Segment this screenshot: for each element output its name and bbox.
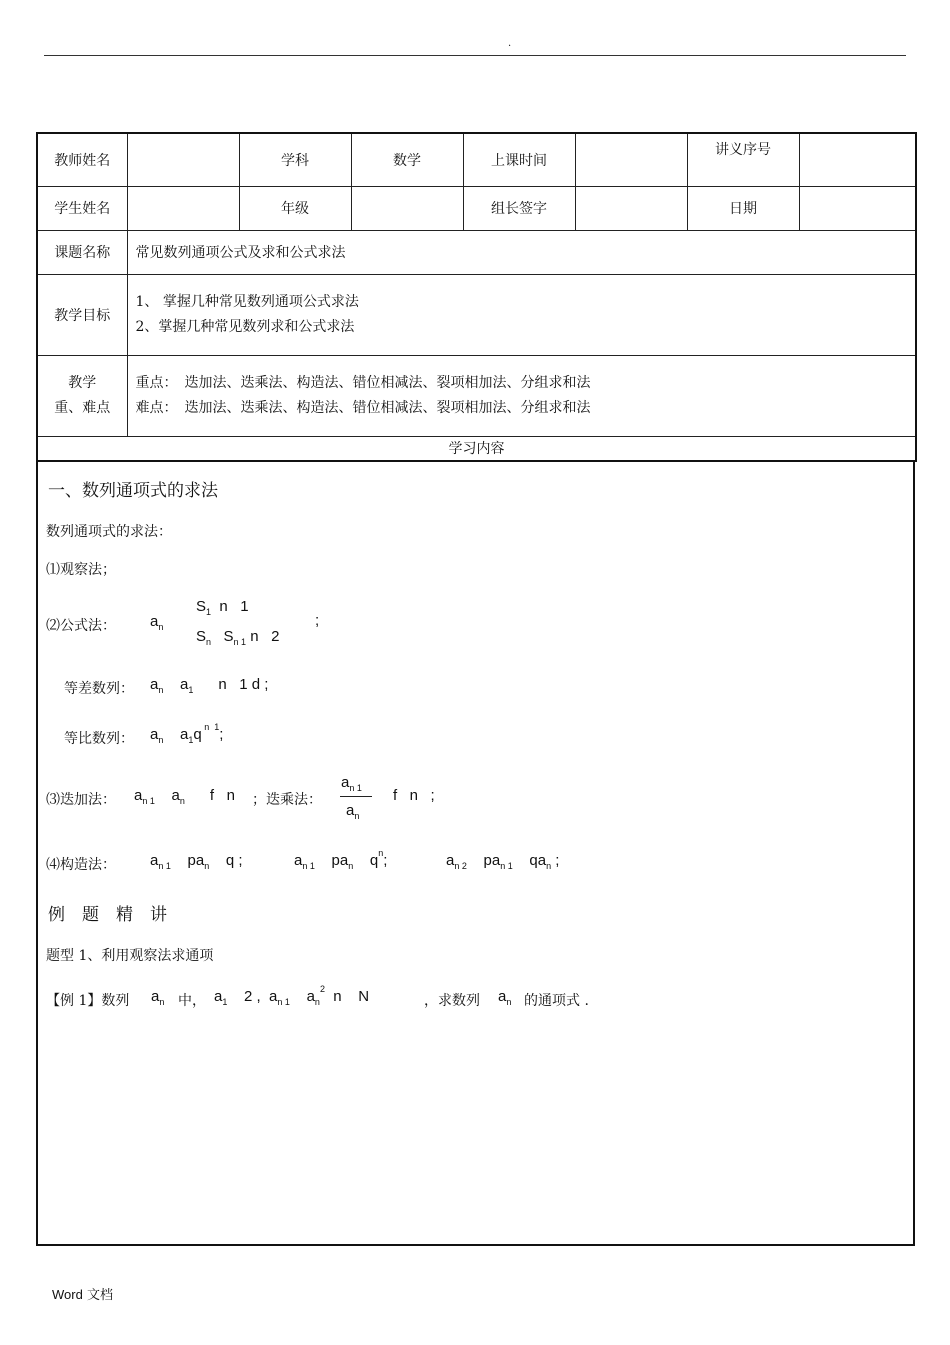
section-title: 一、数列通项式的求法 — [48, 481, 218, 501]
content-header-row — [37, 436, 916, 461]
method-formula-label: ⑵公式法： — [46, 618, 116, 634]
footer-label: 文档 — [86, 1288, 113, 1303]
goal-item: 2、掌握几种常见数列求和公式求法 — [135, 318, 355, 335]
method-construct-label: ⑷构造法： — [46, 857, 116, 873]
example1-end: 的通项式 . — [524, 993, 589, 1009]
info-row-1 — [37, 133, 916, 186]
info-row-2 — [37, 186, 916, 230]
key-point: 重点： 迭加法、迭乘法、构造法、错位相减法、裂项相加法、分组求和法 — [135, 374, 591, 391]
method-observation: ⑴观察法； — [46, 562, 116, 578]
type1-title: 题型 1、利用观察法求通项 — [46, 948, 214, 964]
goals-row — [37, 274, 916, 355]
topic-value: 常见数列通项公式及求和公式求法 — [127, 230, 916, 274]
construct-formula-1: $a_{n 1}$ $pa_n$ q ; — [150, 852, 243, 871]
header-rule — [44, 55, 906, 56]
goal-item: 1、 掌握几种常见数列通项公式求法 — [135, 293, 359, 310]
class-time-label: 上课时间 — [463, 133, 575, 186]
goals-label: 教学目标 — [37, 274, 127, 355]
leader-sign-value — [575, 186, 687, 230]
example1-prefix: 【例 1】数列 — [46, 993, 130, 1009]
example1-seq: $a_n$ — [151, 988, 165, 1007]
subject-label: 学科 — [239, 133, 351, 186]
example1-seq-2: $a_n$ — [498, 988, 512, 1007]
iterate-mult-rhs: f n ; — [393, 787, 435, 804]
difficult-point: 难点： 迭加法、迭乘法、构造法、错位相减法、裂项相加法、分组求和法 — [135, 399, 591, 416]
subject-value: 数学 — [351, 133, 463, 186]
method-iterate-add-label: ⑶迭加法： — [46, 792, 116, 808]
fraction-denominator: $a_n$ — [346, 802, 360, 821]
formula-piece-2: $S_n$ $S_{n 1}$ n 2 — [196, 628, 280, 647]
class-time-value — [575, 133, 687, 186]
date-label: 日期 — [687, 186, 799, 230]
topic-row — [37, 230, 916, 274]
lesson-info-table — [36, 132, 917, 462]
header-mark: . — [508, 38, 512, 49]
construct-formula-3: $a_{n 2}$ $pa_{n 1}$ $qa_n$ ; — [446, 852, 560, 871]
learning-content — [36, 462, 915, 1246]
key-label-line-1: 教学 — [68, 374, 97, 391]
key-points-list — [127, 355, 916, 436]
footer-brand: Word — [52, 1287, 83, 1302]
examples-title: 例 题 精 讲 — [48, 905, 167, 925]
arithmetic-label: 等差数列： — [64, 681, 134, 697]
fraction-bar — [340, 796, 372, 797]
example1-suffix: ，求数列 — [424, 993, 480, 1009]
intro-text: 数列通项式的求法： — [46, 524, 172, 540]
fraction-numerator: $a_{n 1}$ — [341, 774, 362, 793]
arithmetic-formula: $a_n$ $a_1$ n 1 d ; — [150, 676, 269, 695]
teacher-name-value — [127, 133, 239, 186]
example1-conditions: $a_1$ 2 , $a_{n 1}$ $a_n^2$ n N — [214, 984, 370, 1007]
geometric-formula: $a_n$ $a_1q$ $^{n 1}$; — [150, 722, 224, 745]
leader-sign-label: 组长签字 — [463, 186, 575, 230]
grade-value — [351, 186, 463, 230]
date-value — [799, 186, 916, 230]
topic-label: 课题名称 — [37, 230, 127, 274]
grade-label: 年级 — [239, 186, 351, 230]
formula-piece-1: $S_1$ n 1 — [196, 598, 249, 617]
construct-formula-2: $a_{n 1}$ $pa_n$ $q^n$; — [294, 848, 388, 871]
content-header: 学习内容 — [37, 436, 916, 461]
handout-number-value — [799, 133, 916, 186]
footer — [52, 1284, 113, 1303]
handout-number-label: 讲义序号 — [687, 133, 799, 186]
semicolon: ; — [315, 612, 320, 629]
key-points-label — [37, 355, 127, 436]
formula-an: $a_n$ — [150, 613, 164, 632]
example1-mid: 中， — [178, 993, 206, 1009]
geometric-label: 等比数列： — [64, 731, 134, 747]
student-name-value — [127, 186, 239, 230]
key-label-line-2: 重、难点 — [54, 399, 111, 416]
goals-list — [127, 274, 916, 355]
teacher-name-label: 教师姓名 — [37, 133, 127, 186]
key-points-row — [37, 355, 916, 436]
method-iterate-mult-label: ；迭乘法： — [252, 792, 322, 808]
student-name-label: 学生姓名 — [37, 186, 127, 230]
iterate-add-formula: $a_{n 1}$ $a_n$ f n — [134, 787, 235, 806]
